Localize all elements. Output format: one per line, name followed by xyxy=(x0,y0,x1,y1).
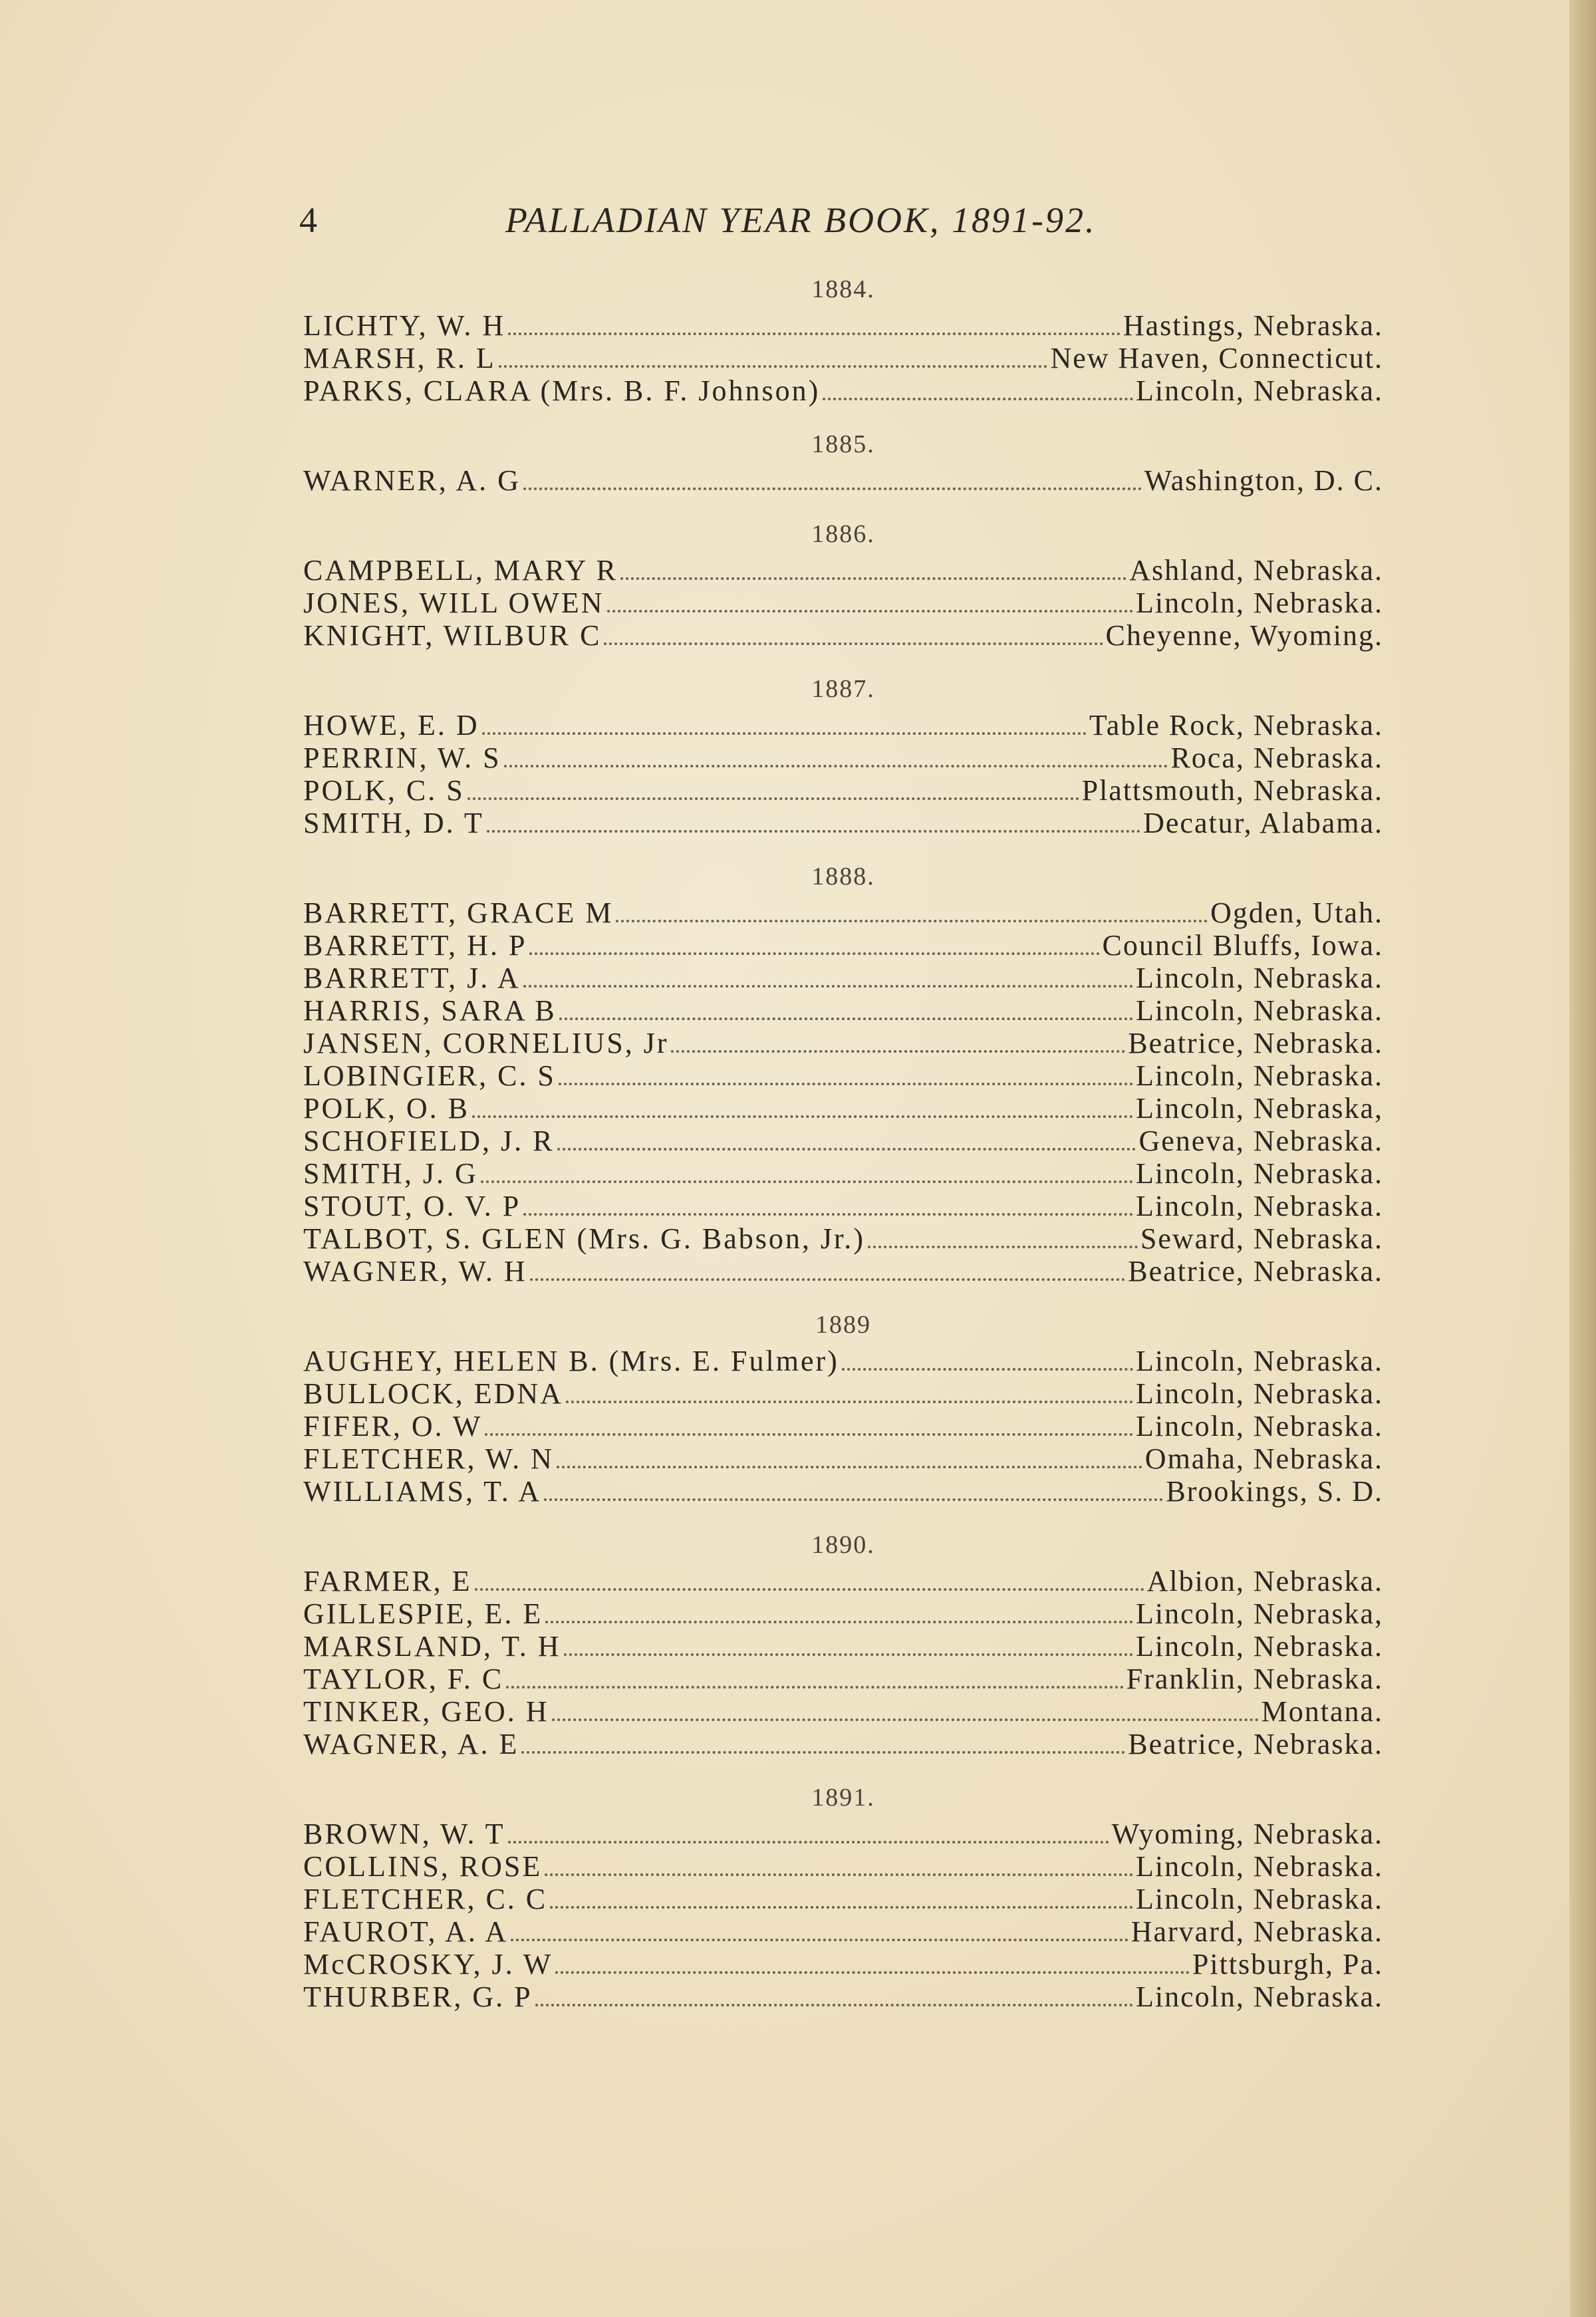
dot-leader xyxy=(545,1621,1133,1623)
list-item xyxy=(303,342,1383,374)
member-name: BARRETT, H. P xyxy=(303,929,527,962)
year-heading: 1890. xyxy=(811,1531,875,1559)
list-item xyxy=(303,309,1383,342)
dot-leader xyxy=(499,365,1048,368)
member-place: Lincoln, Nebraska, xyxy=(1136,1092,1383,1125)
member-place: Seward, Nebraska. xyxy=(1140,1222,1383,1255)
year-section xyxy=(303,857,1383,1305)
list-item xyxy=(303,1883,1383,1915)
year-heading: 1885. xyxy=(811,430,875,458)
year-section xyxy=(303,1305,1383,1525)
member-name: STOUT, O. V. P xyxy=(303,1190,521,1222)
list-item xyxy=(303,962,1383,994)
member-name: POLK, C. S xyxy=(303,774,465,807)
dot-leader xyxy=(620,577,1127,580)
year-heading: 1884. xyxy=(811,275,875,303)
dot-leader xyxy=(467,797,1079,800)
list-item xyxy=(303,1125,1383,1157)
member-place: Geneva, Nebraska. xyxy=(1138,1125,1383,1157)
dot-leader xyxy=(557,1466,1142,1468)
list-item xyxy=(303,742,1383,774)
list-item xyxy=(303,929,1383,962)
list-item xyxy=(303,1190,1383,1222)
member-place: Decatur, Alabama. xyxy=(1143,807,1383,839)
member-place: Cheyenne, Wyoming. xyxy=(1105,619,1383,652)
dot-leader xyxy=(523,1213,1133,1216)
dot-leader xyxy=(481,1180,1133,1183)
list-item xyxy=(303,374,1383,407)
member-place: Omaha, Nebraska. xyxy=(1144,1442,1383,1475)
member-name: SMITH, J. G xyxy=(303,1157,478,1190)
section-gap xyxy=(303,2013,1383,2030)
year-section xyxy=(303,269,1383,424)
list-item xyxy=(303,896,1383,929)
list-item xyxy=(303,587,1383,619)
member-list xyxy=(303,269,1383,2030)
section-gap xyxy=(303,1288,1383,1305)
year-heading: 1891. xyxy=(811,1784,875,1812)
member-place: Beatrice, Nebraska. xyxy=(1128,1728,1383,1760)
member-name: BARRETT, J. A xyxy=(303,962,521,994)
member-place: Table Rock, Nebraska. xyxy=(1089,709,1383,742)
year-heading: 1889 xyxy=(815,1311,871,1339)
member-place: Lincoln, Nebraska. xyxy=(1136,374,1383,407)
member-name: WAGNER, W. H xyxy=(303,1255,527,1288)
member-place: Lincoln, Nebraska. xyxy=(1136,994,1383,1027)
year-section xyxy=(303,514,1383,669)
member-name: MARSH, R. L xyxy=(303,342,496,374)
dot-leader xyxy=(521,1751,1125,1754)
dot-leader xyxy=(559,1083,1133,1085)
member-place: Washington, D. C. xyxy=(1144,464,1383,497)
list-item xyxy=(303,1818,1383,1850)
list-item xyxy=(303,1442,1383,1475)
dot-leader xyxy=(559,1018,1133,1020)
member-place: Lincoln, Nebraska. xyxy=(1136,1850,1383,1883)
dot-leader xyxy=(523,985,1133,988)
member-name: MARSLAND, T. H xyxy=(303,1630,561,1663)
dot-leader xyxy=(482,732,1087,735)
member-place: Lincoln, Nebraska. xyxy=(1136,1630,1383,1663)
list-item xyxy=(303,1565,1383,1597)
member-place: New Haven, Connecticut. xyxy=(1050,342,1383,374)
list-item xyxy=(303,994,1383,1027)
member-name: PERRIN, W. S xyxy=(303,742,501,774)
dot-leader xyxy=(555,1971,1190,1974)
member-name: FLETCHER, W. N xyxy=(303,1442,554,1475)
member-name: FIFER, O. W xyxy=(303,1410,483,1442)
dot-leader xyxy=(508,1841,1109,1843)
list-item xyxy=(303,1630,1383,1663)
list-item xyxy=(303,709,1383,742)
member-place: Franklin, Nebraska. xyxy=(1126,1663,1383,1695)
dot-leader xyxy=(475,1588,1144,1591)
list-item xyxy=(303,554,1383,587)
member-place: Lincoln, Nebraska. xyxy=(1136,1190,1383,1222)
dot-leader xyxy=(487,830,1140,833)
member-place: Lincoln, Nebraska. xyxy=(1136,962,1383,994)
member-name: TINKER, GEO. H xyxy=(303,1695,549,1728)
list-item xyxy=(303,1255,1383,1288)
section-gap xyxy=(303,839,1383,857)
list-item xyxy=(303,1345,1383,1377)
member-name: JONES, WILL OWEN xyxy=(303,587,604,619)
year-section xyxy=(303,424,1383,514)
dot-leader xyxy=(842,1368,1133,1371)
member-place: Beatrice, Nebraska. xyxy=(1128,1027,1383,1059)
member-name: BARRETT, GRACE M xyxy=(303,896,614,929)
member-place: Harvard, Nebraska. xyxy=(1130,1915,1383,1948)
member-name: WILLIAMS, T. A xyxy=(303,1475,542,1508)
member-name: BROWN, W. T xyxy=(303,1818,505,1850)
list-item xyxy=(303,619,1383,652)
dot-leader xyxy=(868,1246,1138,1248)
member-name: SCHOFIELD, J. R xyxy=(303,1125,555,1157)
list-item xyxy=(303,1663,1383,1695)
dot-leader xyxy=(566,1401,1133,1403)
member-place: Pittsburgh, Pa. xyxy=(1192,1948,1383,1980)
list-item xyxy=(303,1597,1383,1630)
member-name: FARMER, E xyxy=(303,1565,472,1597)
dot-leader xyxy=(529,952,1099,955)
member-place: Lincoln, Nebraska. xyxy=(1136,1059,1383,1092)
section-gap xyxy=(303,497,1383,514)
section-gap xyxy=(303,407,1383,424)
member-place: Montana. xyxy=(1261,1695,1383,1728)
section-gap xyxy=(303,1760,1383,1778)
member-name: LOBINGIER, C. S xyxy=(303,1059,556,1092)
member-name: FLETCHER, C. C xyxy=(303,1883,548,1915)
dot-leader xyxy=(508,333,1121,335)
dot-leader xyxy=(550,1906,1133,1909)
dot-leader xyxy=(472,1115,1133,1118)
dot-leader xyxy=(544,1498,1163,1501)
member-place: Brookings, S. D. xyxy=(1166,1475,1383,1508)
member-place: Ashland, Nebraska. xyxy=(1129,554,1383,587)
member-name: JANSEN, CORNELIUS, Jr xyxy=(303,1027,669,1059)
member-name: WARNER, A. G xyxy=(303,464,521,497)
member-place: Lincoln, Nebraska, xyxy=(1136,1597,1383,1630)
member-place: Lincoln, Nebraska. xyxy=(1136,1883,1383,1915)
member-place: Wyoming, Nebraska. xyxy=(1111,1818,1383,1850)
list-item xyxy=(303,1915,1383,1948)
member-place: Plattsmouth, Nebraska. xyxy=(1081,774,1383,807)
list-item xyxy=(303,464,1383,497)
member-name: BULLOCK, EDNA xyxy=(303,1377,563,1410)
list-item xyxy=(303,807,1383,839)
dot-leader xyxy=(616,920,1208,922)
year-section xyxy=(303,1778,1383,2030)
dot-leader xyxy=(504,765,1168,767)
member-name: AUGHEY, HELEN B. (Mrs. E. Fulmer) xyxy=(303,1345,839,1377)
list-item xyxy=(303,1980,1383,2013)
list-item xyxy=(303,1027,1383,1059)
member-place: Lincoln, Nebraska. xyxy=(1136,1410,1383,1442)
year-heading: 1886. xyxy=(811,520,875,548)
member-place: Beatrice, Nebraska. xyxy=(1128,1255,1383,1288)
page-number: 4 xyxy=(299,200,319,240)
member-name: POLK, O. B xyxy=(303,1092,470,1125)
list-item xyxy=(303,1695,1383,1728)
dot-leader xyxy=(557,1148,1136,1151)
year-heading: 1888. xyxy=(811,863,875,890)
member-name: PARKS, CLARA (Mrs. B. F. Johnson) xyxy=(303,374,821,407)
member-name: THURBER, G. P xyxy=(303,1980,533,2013)
member-name: McCROSKY, J. W xyxy=(303,1948,553,1980)
list-item xyxy=(303,1377,1383,1410)
member-name: FAUROT, A. A xyxy=(303,1915,509,1948)
year-heading: 1887. xyxy=(811,675,875,703)
member-place: Lincoln, Nebraska. xyxy=(1136,1157,1383,1190)
list-item xyxy=(303,1059,1383,1092)
list-item xyxy=(303,1157,1383,1190)
section-gap xyxy=(303,652,1383,669)
dot-leader xyxy=(604,642,1103,645)
dot-leader xyxy=(485,1433,1133,1436)
member-place: Council Bluffs, Iowa. xyxy=(1102,929,1383,962)
dot-leader xyxy=(535,2004,1133,2006)
dot-leader xyxy=(671,1050,1125,1053)
member-name: COLLINS, ROSE xyxy=(303,1850,543,1883)
member-place: Ogden, Utah. xyxy=(1210,896,1383,929)
member-name: LICHTY, W. H xyxy=(303,309,506,342)
member-name: HOWE, E. D xyxy=(303,709,479,742)
dot-leader xyxy=(823,398,1133,400)
running-title: PALLADIAN YEAR BOOK, 1891-92. xyxy=(505,200,1097,240)
member-name: SMITH, D. T xyxy=(303,807,484,839)
list-item xyxy=(303,1410,1383,1442)
member-place: Hastings, Nebraska. xyxy=(1123,309,1383,342)
member-name: KNIGHT, WILBUR C xyxy=(303,619,602,652)
dot-leader xyxy=(545,1873,1133,1876)
member-place: Albion, Nebraska. xyxy=(1146,1565,1383,1597)
member-place: Lincoln, Nebraska. xyxy=(1136,1377,1383,1410)
running-header xyxy=(299,200,1164,246)
member-name: HARRIS, SARA B xyxy=(303,994,557,1027)
dot-leader xyxy=(506,1686,1124,1689)
member-place: Lincoln, Nebraska. xyxy=(1136,587,1383,619)
list-item xyxy=(303,1475,1383,1508)
list-item xyxy=(303,774,1383,807)
dot-leader xyxy=(564,1653,1133,1656)
member-name: TALBOT, S. GLEN (Mrs. G. Babson, Jr.) xyxy=(303,1222,865,1255)
dot-leader xyxy=(523,487,1142,490)
member-place: Lincoln, Nebraska. xyxy=(1136,1980,1383,2013)
dot-leader xyxy=(511,1939,1129,1941)
list-item xyxy=(303,1850,1383,1883)
dot-leader xyxy=(552,1718,1259,1721)
list-item xyxy=(303,1222,1383,1255)
section-gap xyxy=(303,1508,1383,1525)
member-name: CAMPBELL, MARY R xyxy=(303,554,618,587)
member-name: TAYLOR, F. C xyxy=(303,1663,504,1695)
member-name: GILLESPIE, E. E xyxy=(303,1597,543,1630)
member-name: WAGNER, A. E xyxy=(303,1728,519,1760)
dot-leader xyxy=(530,1278,1126,1281)
list-item xyxy=(303,1728,1383,1760)
list-item xyxy=(303,1092,1383,1125)
book-spine-edge xyxy=(1569,0,1596,2317)
dot-leader xyxy=(607,610,1134,613)
list-item xyxy=(303,1948,1383,1980)
year-section xyxy=(303,1525,1383,1778)
member-place: Lincoln, Nebraska. xyxy=(1136,1345,1383,1377)
member-place: Roca, Nebraska. xyxy=(1170,742,1383,774)
year-section xyxy=(303,669,1383,857)
